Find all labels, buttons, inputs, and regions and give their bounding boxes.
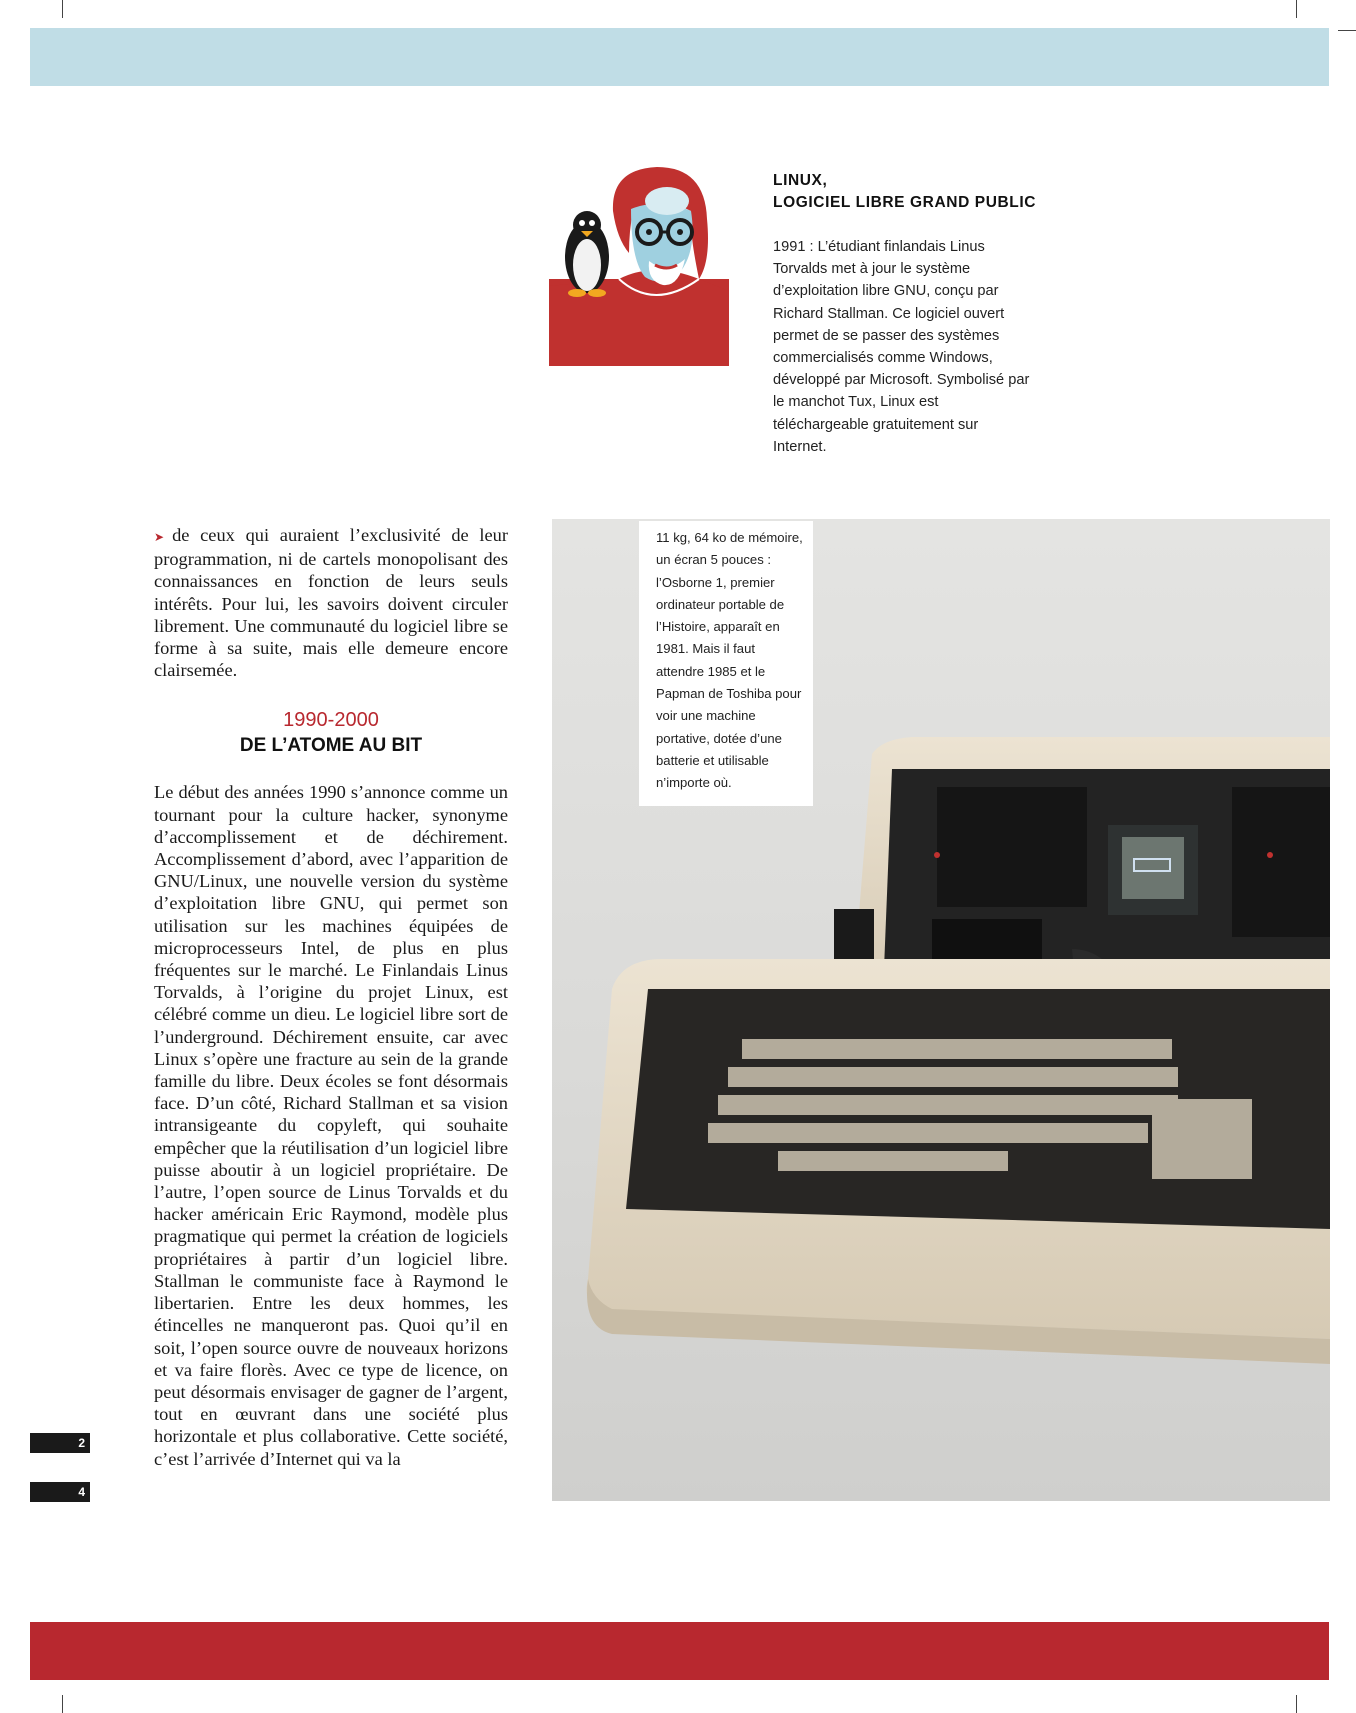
continuation-text: de ceux qui auraient l’exclusivité de leur programmation, ni de cartels monopolisant des connaissances en fonction de leurs seuls intérêts. Pour lui, les savoirs doivent circuler librement. Une communauté du logiciel libre se forme à sa suite, mais elle demeure encore clairsemée. [154, 525, 508, 681]
continuation-arrow-icon: ➤ [154, 530, 165, 544]
section-date: 1990-2000 [283, 709, 379, 732]
top-color-band [30, 28, 1329, 86]
crop-mark [1296, 1695, 1297, 1713]
body-paragraph: Le début des années 1990 s’annonce comme un tournant pour la culture hacker, synonyme d’accomplissement et de déchirement. Accomplissement d’abord, avec l’apparition de GNU/Linux, une nouvelle version du système d’exploitation libre GNU, qui permet son utilisation sur les machines équipées de microprocesseurs Intel, de plus en plus fréquentes sur le marché. Le Finlandais Linus Torvalds, à l’origine du projet Linux, est célébré comme un dieu. Le logiciel libre sort de l’underground. Déchirement ensuite, car avec Linux s’opère une fracture au sein de la grande famille du libre. Deux écoles se font désormais face. D’un côté, Richard Stallman et sa vision intransigeante du copyleft, qui souhaite empêcher que la réutilisation d’un logiciel libre puisse aboutir à un logiciel propriétaire. De l’autre, l’open source de Linus Torvalds et du hacker américain Eric Raymond, modèle plus pragmatique qui permet la création de logiciels propriétaires à partir d’un logiciel libre. Stallman le communiste face à Raymond le libertarien. Entre les deux hommes, les étincelles ne manqueront pas. Quoi qu’il en soit, l’open source ouvre de nouveaux horizons et va faire florès. Avec ce type de licence, on peut désormais envisager de gagner de l’argent, tout en œuvrant dans une société plus horizontale et plus collaborative. Cette société, c’est l’arrivée d’Internet qui va la [154, 782, 508, 1469]
linux-title-line2: LOGICIEL LIBRE GRAND PUBLIC [773, 194, 1037, 211]
crop-mark [62, 0, 63, 18]
article-column [154, 524, 508, 1470]
linux-title-line1: LINUX, [773, 172, 828, 189]
section-title: DE L’ATOME AU BIT [239, 735, 423, 757]
crop-mark [1296, 0, 1297, 18]
continuation-paragraph [154, 524, 508, 681]
bottom-color-band [30, 1622, 1329, 1680]
linux-box-text: 1991 : L’étudiant finlandais Linus Torvalds met à jour le système d’exploitation libre GNU, conçu par Richard Stallman. Ce logiciel ouvert permet de se passer des systèmes commercialisés comme Windows, développé par Microsoft. Symbolisé par le manchot Tux, Linux est téléchargeable gratuitement sur Internet. [773, 239, 1030, 455]
page-tab[interactable]: 2 [30, 1433, 90, 1453]
linux-box-title [773, 170, 1073, 214]
crop-mark [62, 1695, 63, 1713]
page-tab[interactable]: 4 [30, 1482, 90, 1502]
photo-caption: 11 kg, 64 ko de mémoire, un écran 5 pouces : l’Osborne 1, premier ordinateur portable de l’Histoire, apparaît en 1981. Mais il faut attendre 1985 et le Papman de Toshiba pour voir une machine portative, dotée d’une batterie et utilisable n’importe où. [656, 530, 803, 791]
crop-mark [1338, 30, 1356, 31]
stallman-tux-illustration [549, 161, 729, 366]
